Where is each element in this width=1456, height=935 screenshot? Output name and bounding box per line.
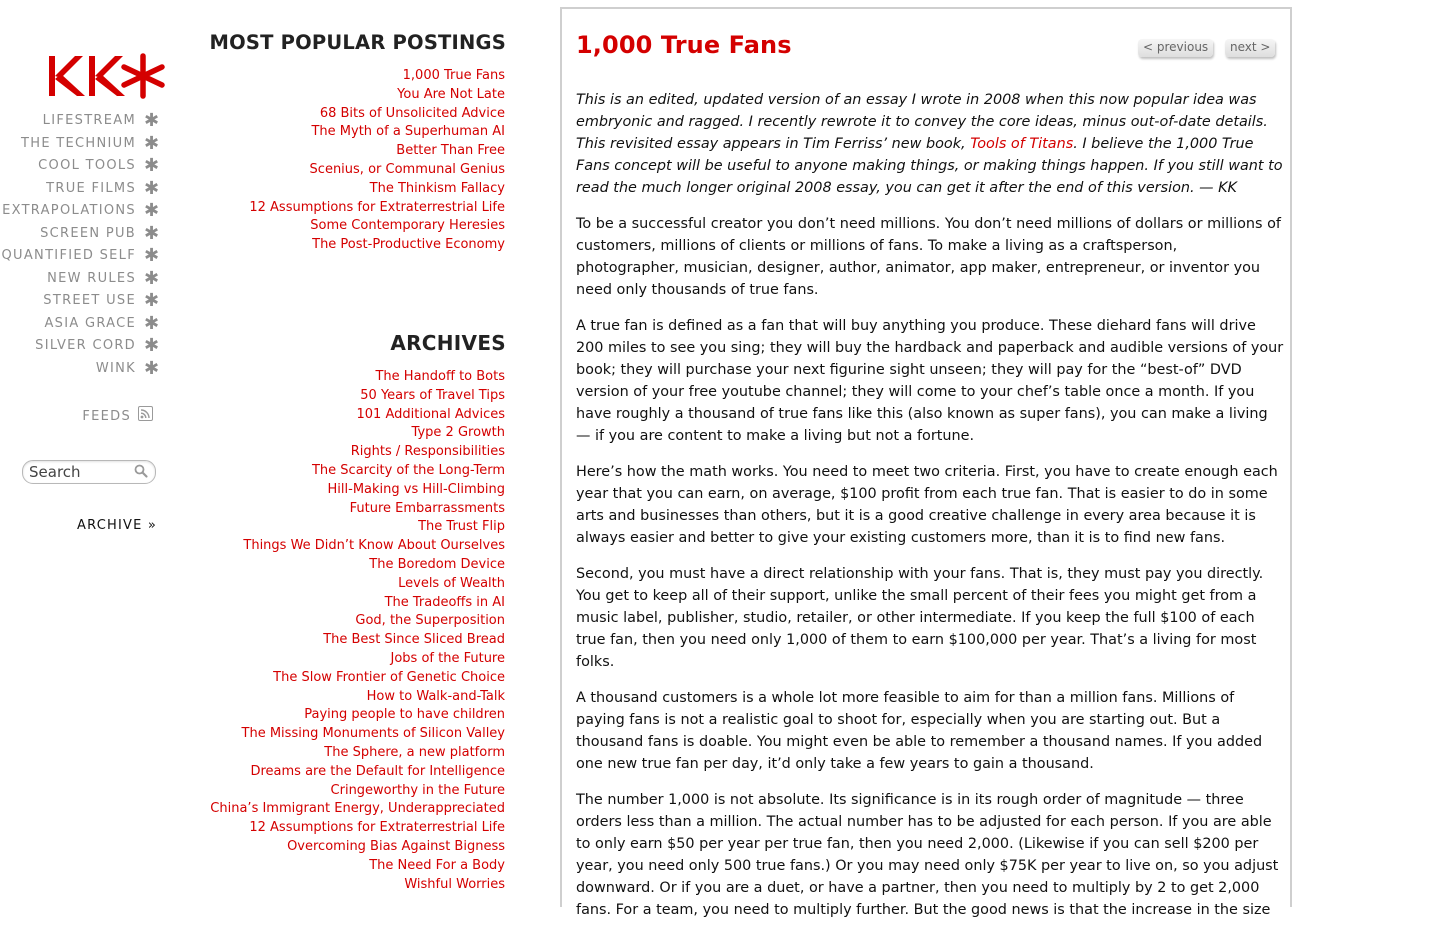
asterisk-icon: ✱ — [144, 335, 161, 356]
sidebar-item-label: THE TECHNIUM — [21, 135, 136, 151]
archive-post-link[interactable]: Things We Didn’t Know About Ourselves — [243, 538, 505, 554]
sidebar-item-label: EXTRAPOLATIONS — [2, 203, 136, 218]
article-intro — [576, 89, 1284, 199]
sidebar-item-extrapolations[interactable] — [0, 202, 160, 225]
article-paragraph: Here’s how the math works. You need to meet two criteria. First, you have to create enough each year that you can earn, on average, $100 profit from each true fan. That is easier to do in some arts and businesses than others, but it is a good creative challenge in every area because it is always easier and better to give your existing customers more, than it is to find new fans. — [576, 464, 1278, 546]
popular-post-link[interactable]: The Myth of a Superhuman AI — [311, 124, 505, 140]
archive-post-link[interactable]: The Tradeoffs in AI — [384, 594, 505, 610]
article-body — [576, 89, 1284, 935]
article-paragraph: To be a successful creator you don’t need millions. You don’t need millions of dollars or millions of customers, millions of clients or millions of fans. To make a living as a craftsperson, photographer, musician, designer, author, animator, app maker, entrepreneur, or inventor you need only thousands of true fans. — [576, 216, 1281, 298]
intro-text-end: . I believe the 1,000 True Fans concept will be useful to anyone making things, or making things happen. If you still want to read the much longer original 2008 essay, you can get it after the end of this version. — KK — [576, 136, 1283, 196]
archive-post-link[interactable]: 50 Years of Travel Tips — [360, 387, 505, 403]
popular-post-link[interactable]: Some Contemporary Heresies — [310, 218, 505, 234]
intro-text: This is an edited, updated version of an essay I wrote in 2008 when this now popular idea was embryonic and ragged. I recently rewrote it to convey the core ideas, minus out-of-date details. This revisited essay appears in Tim Ferriss’ new book, — [576, 92, 1268, 152]
sidebar-item-quantified-self[interactable] — [0, 247, 160, 270]
sidebar-item-label: WINK — [95, 360, 136, 376]
asterisk-icon: ✱ — [144, 155, 161, 176]
archive-post-link[interactable]: Rights / Responsibilities — [350, 444, 505, 460]
sidebar-item-wink[interactable] — [0, 357, 161, 383]
tools-of-titans-link[interactable]: Tools of Titans — [970, 136, 1074, 152]
archive-link[interactable]: ARCHIVE » — [77, 518, 157, 533]
asterisk-icon: ✱ — [144, 200, 161, 221]
sidebar-item-label: COOL TOOLS — [38, 158, 136, 173]
archive-post-link[interactable]: Paying people to have children — [304, 707, 505, 723]
archive-post-link[interactable]: The Best Since Sliced Bread — [323, 632, 505, 648]
archive-post-link[interactable]: Future Embarrassments — [349, 500, 505, 516]
sidebar-item-label: NEW RULES — [47, 270, 136, 286]
sidebar-item-label: QUANTIFIED SELF — [1, 248, 136, 263]
archive-post-link[interactable]: Wishful Worries — [404, 876, 505, 892]
sidebar-item-screen-pub[interactable] — [0, 222, 161, 248]
archive-post-link[interactable]: 12 Assumptions for Extraterrestrial Life — [249, 820, 505, 836]
popular-post-link[interactable]: Scenius, or Communal Genius — [309, 161, 505, 177]
sidebar-item-label: TRUE FILMS — [46, 180, 136, 196]
archive-post-link[interactable]: The Handoff to Bots — [375, 369, 505, 384]
article-title: 1,000 True Fans — [576, 31, 792, 59]
archive-post-link[interactable]: The Slow Frontier of Genetic Choice — [273, 669, 505, 685]
sidebar-item-the-technium[interactable] — [0, 132, 161, 158]
search-input[interactable] — [29, 463, 129, 481]
next-button[interactable]: next > — [1225, 39, 1275, 57]
archive-post-link[interactable]: Hill-Making vs Hill-Climbing — [327, 481, 505, 497]
asterisk-icon: ✱ — [144, 110, 161, 131]
sidebar-item-lifestream[interactable] — [0, 112, 160, 135]
asterisk-icon: ✱ — [144, 245, 161, 266]
sidebar-item-label: ASIA GRACE — [44, 315, 136, 331]
sidebar-item-label: LIFESTREAM — [42, 113, 136, 128]
archive-post-link[interactable]: The Sphere, a new platform — [324, 744, 505, 760]
archive-post-link[interactable]: Overcoming Bias Against Bigness — [287, 838, 505, 854]
rss-icon[interactable] — [138, 406, 153, 421]
archive-post-link[interactable]: The Need For a Body — [369, 857, 505, 873]
archive-post-link[interactable]: Type 2 Growth — [411, 425, 505, 441]
archives-heading: ARCHIVES — [390, 331, 506, 355]
previous-button[interactable]: < previous — [1138, 39, 1213, 57]
popular-post-link[interactable]: 1,000 True Fans — [402, 68, 505, 83]
archives-list — [210, 368, 505, 894]
popular-post-link[interactable]: Better Than Free — [396, 143, 505, 159]
sidebar-item-new-rules[interactable] — [0, 267, 161, 293]
search-box — [22, 460, 156, 484]
popular-post-link[interactable]: The Thinkism Fallacy — [369, 180, 505, 196]
popular-post-link[interactable]: 68 Bits of Unsolicited Advice — [319, 105, 505, 121]
sidebar-item-true-films[interactable] — [0, 177, 161, 203]
popular-post-link[interactable]: 12 Assumptions for Extraterrestrial Life — [249, 199, 505, 215]
feeds-label: FEEDS — [82, 409, 131, 424]
sidebar-item-asia-grace[interactable] — [0, 312, 161, 338]
archive-post-link[interactable]: Levels of Wealth — [398, 575, 505, 591]
sidebar-item-label: SILVER CORD — [35, 338, 136, 353]
article-paragraph: Second, you must have a direct relationship with your fans. That is, they must pay you directly. You get to keep all of their support, unlike the small percent of their fees you might get from a music label, publisher, studio, retailer, or other intermediate. If you keep the full $100 of each true fan, then you need only 1,000 of them to earn $100,000 per year. That’s a living for most folks. — [576, 566, 1264, 670]
sidebar-item-street-use[interactable] — [0, 292, 160, 315]
archive-post-link[interactable]: The Scarcity of the Long-Term — [311, 462, 505, 478]
asterisk-icon: ✱ — [144, 132, 161, 154]
popular-list — [249, 67, 505, 255]
archive-post-link[interactable]: The Trust Flip — [418, 519, 505, 535]
asterisk-icon: ✱ — [144, 177, 161, 199]
archive-post-link[interactable]: Cringeworthy in the Future — [330, 782, 505, 798]
article-paragraph: The number 1,000 is not absolute. Its significance is in its rough order of magnitude — three orders less than a million. The actual number has to be adjusted for each person. If you are able to only earn $50 per year per true fan, then you need 2,000. (Likewise if you can sell $200 per year, you need only 500 true fans.) Or you may need only $75K per year to live on, so you adjust downward. Or if you are a duet, or have a partner, then you need to multiply by 2 to get 2,000 fans. For a team, you need to multiply further. But the good news is that the increase in the size — [576, 792, 1279, 918]
search-icon[interactable] — [134, 464, 148, 478]
archive-post-link[interactable]: Jobs of the Future — [390, 650, 505, 666]
article-paragraph: A thousand customers is a whole lot more feasible to aim for than a million fans. Millions of paying fans is not a realistic goal to shoot for, especially when you are starting out. But a thousand fans is doable. You might even be able to remember a thousand names. If you added one new true fan per day, it’d only take a few years to gain a thousand. — [576, 690, 1263, 772]
asterisk-icon: ✱ — [144, 357, 161, 379]
feeds-link[interactable] — [0, 406, 153, 424]
archive-post-link[interactable]: The Missing Monuments of Silicon Valley — [241, 726, 505, 742]
asterisk-icon: ✱ — [144, 312, 161, 334]
popular-heading: MOST POPULAR POSTINGS — [209, 31, 506, 54]
article-paragraph: A true fan is defined as a fan that will buy anything you produce. These diehard fans will drive 200 miles to see you sing; they will buy the hardback and paperback and audible versions of your book; they will purchase your next figurine sight unseen; they will pay for the “best-of” DVD version of your free youtube channel; they will come to your chef’s table once a month. If you have roughly a thousand of true fans like this (also known as super fans), you can make a living — if you are content to make a living but not a fortune. — [576, 318, 1284, 444]
archive-post-link[interactable]: Dreams are the Default for Intelligence — [250, 763, 505, 779]
sidebar-item-cool-tools[interactable] — [0, 157, 160, 180]
popular-post-link[interactable]: The Post-Productive Economy — [312, 237, 505, 253]
sidebar-item-label: STREET USE — [43, 293, 136, 308]
sidebar-item-label: SCREEN PUB — [40, 225, 136, 241]
article-panel — [560, 7, 1292, 918]
archive-post-link[interactable]: The Boredom Device — [369, 556, 505, 572]
asterisk-icon: ✱ — [144, 290, 161, 311]
asterisk-icon: ✱ — [144, 222, 161, 244]
kk-logo[interactable] — [47, 50, 163, 102]
sidebar-item-silver-cord[interactable] — [0, 337, 160, 360]
archive-post-link[interactable]: China’s Immigrant Energy, Underappreciated — [210, 801, 505, 817]
popular-post-link[interactable]: You Are Not Late — [397, 86, 505, 102]
archive-post-link[interactable]: God, the Superposition — [355, 613, 505, 629]
sidebar-nav — [0, 112, 160, 382]
archive-post-link[interactable]: How to Walk-and-Talk — [366, 688, 505, 704]
archive-post-link[interactable]: 101 Additional Advices — [356, 406, 505, 422]
asterisk-icon: ✱ — [144, 267, 161, 289]
